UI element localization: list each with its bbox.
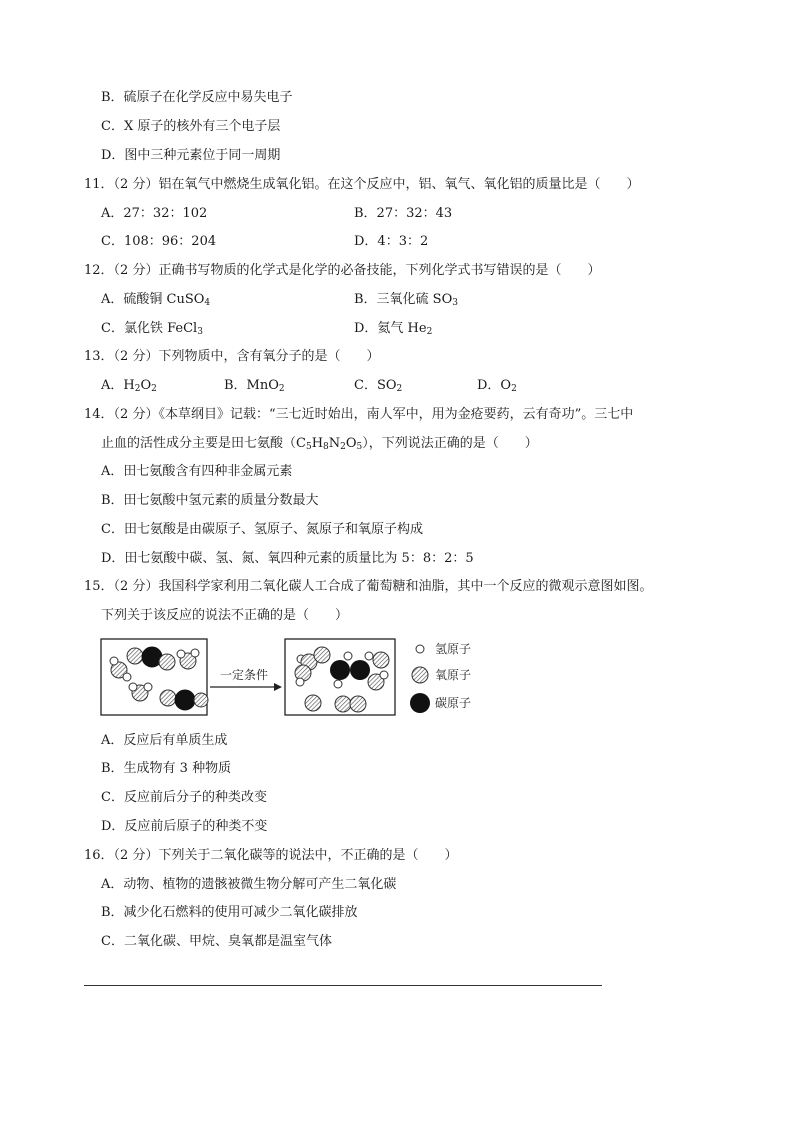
oxygen-atom [373,652,389,668]
hydrogen-atom [191,649,199,657]
hydrogen-atom [144,683,152,691]
q14-option-b: B．田七氨酸中氢元素的质量分数最大 [101,493,319,508]
q14-option-a: A．田七氨酸含有四种非金属元素 [101,464,293,479]
q15-option-d: D．反应前后原子的种类不变 [101,819,268,834]
legend-oxygen-label: 氧原子 [435,668,472,682]
legend-oxygen-icon [412,667,428,683]
oxygen-atom [314,647,330,663]
q12-option-c: C．氯化铁 FeCl$_3$ [101,321,203,337]
q12-stem: 12．（2 分）正确书写物质的化学式是化学的必备技能，下列化学式书写错误的是（ ） [84,263,601,278]
q10-option-c: C．X 原子的核外有三个电子层 [101,119,281,134]
q15-stem-line2: 下列关于该反应的说法不正确的是（ ） [101,608,349,623]
q13-option-b: B．MnO$_2$ [224,378,285,394]
q11-option-a: A．27：32：102 [101,206,208,221]
q11-option-d: D．4：3：2 [354,234,429,249]
hydrogen-atom [123,673,131,681]
q11-option-c: C．108：96：204 [101,234,217,249]
reaction-diagram [100,637,500,717]
hydrogen-atom [129,683,137,691]
q13-option-a: A．$H_2O_2$ [101,378,157,394]
q11-option-b: B．27：32：43 [354,206,453,221]
legend-carbon-icon [410,693,430,713]
legend-carbon-label: 碳原子 [435,696,472,710]
legend-hydrogen-label: 氢原子 [435,642,472,656]
q13-stem: 13．（2 分）下列物质中，含有氧分子的是（ ） [84,349,380,364]
q14-stem-line1: 14．（2 分）《本草纲目》记载：“三七近时始出，南人军中，用为金疮要药，云有奇功”。三七中 [84,407,634,422]
hydrogen-atom [380,671,388,679]
carbon-atom [175,690,195,710]
q14-option-c: C．田七氨酸是由碳原子、氢原子、氮原子和氧原子构成 [101,522,423,537]
footer-divider [84,985,602,986]
oxygen-atom [305,695,321,711]
q16-stem: 16．（2 分）下列关于二氧化碳等的说法中，不正确的是（ ） [84,848,458,863]
oxygen-atom [194,693,208,707]
q12-option-d: D．氦气 $He_2$ [354,321,433,337]
hydrogen-atom [296,678,304,686]
q14-stem-line2: 止血的活性成分主要是田七氨酸$(C_5H_8N_2O_5)$，下列说法正确的是（ ） [101,436,538,452]
q13-option-d: D．$O_2$ [477,378,517,394]
q15-option-b: B．生成物有 3 种物质 [101,761,232,776]
oxygen-atom [350,696,366,712]
hydrogen-atom [110,657,118,665]
q12-option-a: A．硫酸铜 CuSO$_4$ [101,292,211,308]
oxygen-atom [127,648,143,664]
hydrogen-atom [177,650,185,658]
carbon-atom [350,660,370,680]
q15-stem-line1: 15．（2 分）我国科学家利用二氧化碳人工合成了葡萄糖和油脂，其中一个反应的微观示意图如图。 [84,579,653,594]
q10-option-b: B．硫原子在化学反应中易失电子 [101,90,293,105]
arrow-label: 一定条件 [220,668,269,682]
oxygen-atom [160,690,176,706]
q15-option-c: C．反应前后分子的种类改变 [101,790,267,805]
hydrogen-atom [344,652,352,660]
carbon-atom [330,660,350,680]
oxygen-atom [335,696,351,712]
hydrogen-atom [334,680,342,688]
oxygen-atom [159,654,175,670]
q13-option-c: C．$SO_2$ [354,378,403,394]
q12-option-b: B．三氧化硫 $SO_3$ [354,292,458,308]
hydrogen-atom [365,652,373,660]
q16-option-b: B．减少化石燃料的使用可减少二氧化碳排放 [101,905,358,920]
q15-option-a: A．反应后有单质生成 [101,733,228,748]
q16-option-c: C．二氧化碳、甲烷、臭氧都是温室气体 [101,934,332,949]
q16-option-a: A．动物、植物的遗骸被微生物分解可产生二氧化碳 [101,877,397,892]
q11-stem: 11．（2 分）铝在氧气中燃烧生成氧化铝。在这个反应中，铝、氧气、氧化铝的质量比是（ ） [84,177,640,192]
q10-option-d: D．图中三种元素位于同一周期 [101,148,281,163]
q14-option-d: D．田七氨酸中碳、氢、氮、氧四种元素的质量比为 5：8：2：5 [101,551,474,566]
legend-hydrogen-icon [416,645,424,653]
